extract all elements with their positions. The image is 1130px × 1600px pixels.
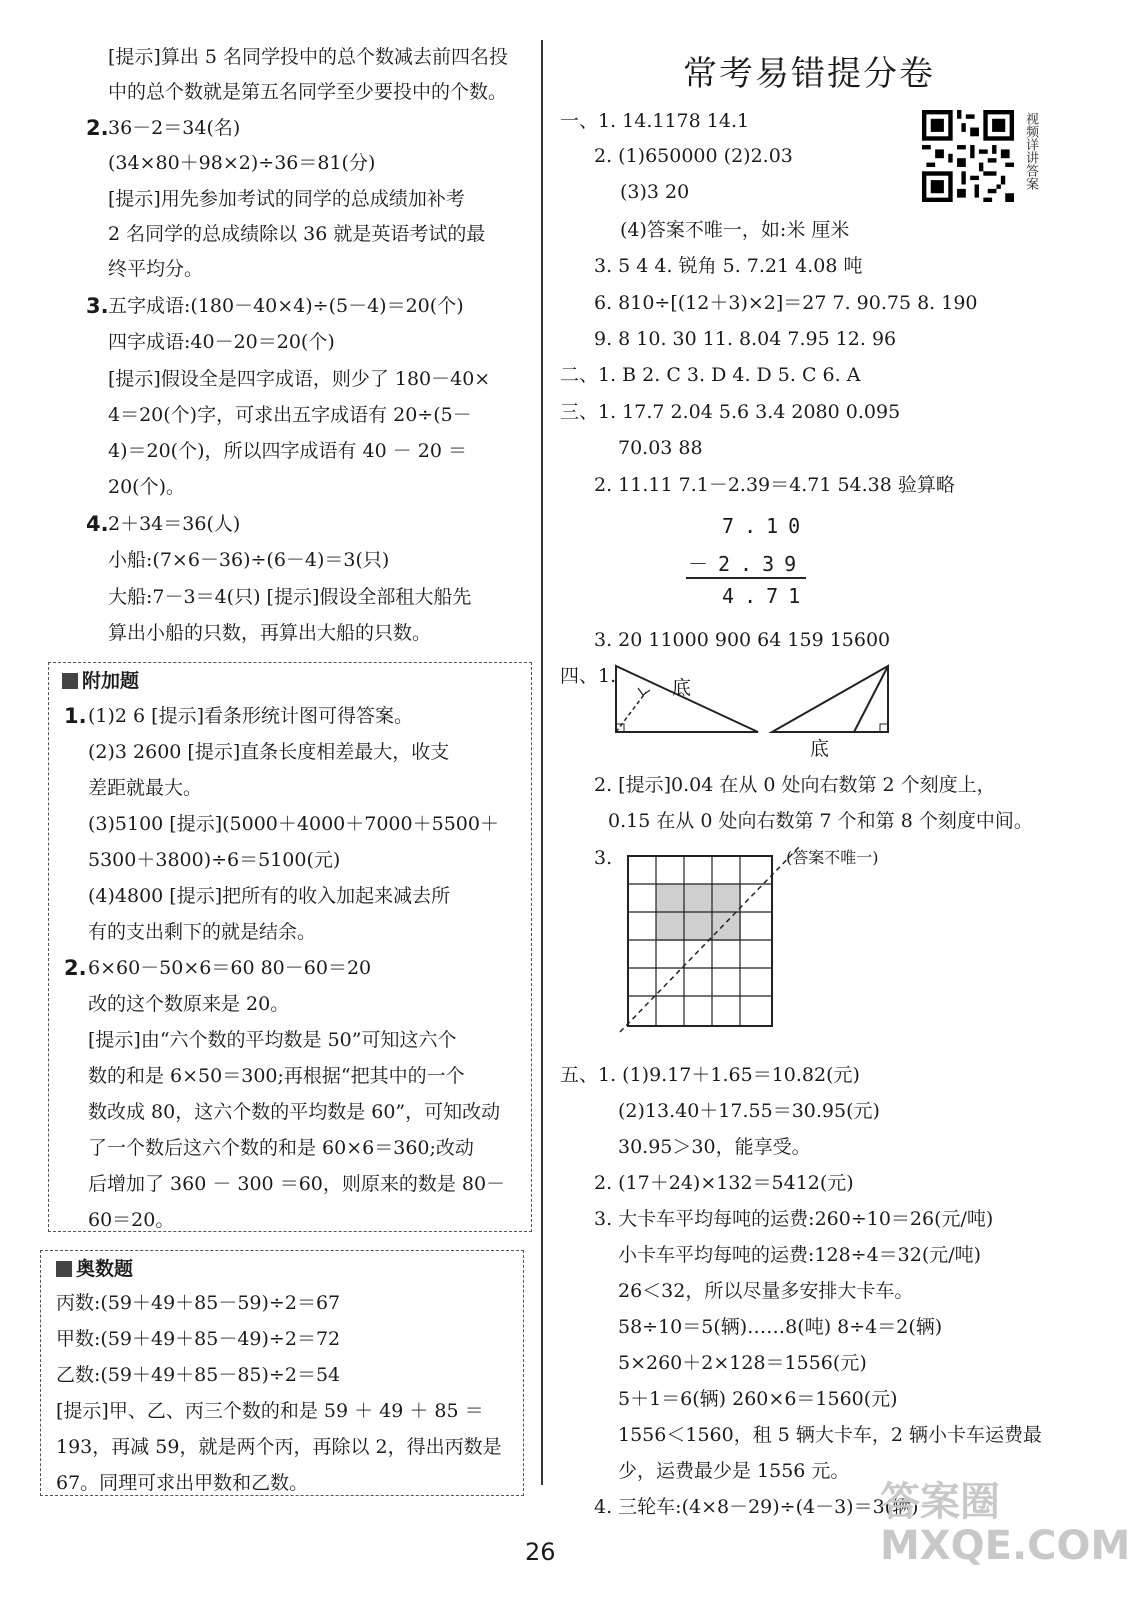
answer-line: 大船:7－3＝4(只) [提示]假设全部租大船先 xyxy=(108,586,472,608)
answer-line: 1556＜1560，租 5 辆大卡车，2 辆小卡车运费最 xyxy=(618,1424,1043,1446)
qr-caption: 视频详讲答案 xyxy=(1023,112,1038,190)
hint-line: [提示]由“六个数的平均数是 50”可知这六个 xyxy=(88,1029,457,1051)
hint-line: 了一个数后这六个数的和是 60×6＝360;改动 xyxy=(88,1137,474,1159)
answer-line: 3. 大卡车平均每吨的运费:260÷10＝26(元/吨) xyxy=(594,1208,994,1230)
vertical-calc-line: －2.39 xyxy=(688,552,807,576)
triangle-label: 底 xyxy=(810,738,830,760)
answer-line: 70.03 88 xyxy=(618,437,703,459)
question-number: 3. xyxy=(86,294,109,318)
answer-line: 小卡车平均每吨的运费:128÷4＝32(元/吨) xyxy=(618,1244,982,1266)
answer-line: 30.95＞30，能享受。 xyxy=(618,1136,811,1158)
answer-line: 有的支出剩下的就是结余。 xyxy=(88,921,317,943)
answer-line: 2. [提示]0.04 在从 0 处向右数第 2 个刻度上， xyxy=(594,774,996,796)
watermark: 答案圈 MXQE.COM xyxy=(880,1479,1130,1569)
answer-line: 4. 三轮车:(4×8－29)÷(4－3)＝3(辆) xyxy=(594,1496,919,1518)
answer-line: (4)4800 [提示]把所有的收入加起来减去所 xyxy=(88,885,451,907)
answer-line: 丙数:(59＋49＋85－59)÷2＝67 xyxy=(56,1292,341,1314)
answer-line: (34×80＋98×2)÷36＝81(分) xyxy=(108,152,376,174)
question-number: 3. xyxy=(594,847,613,869)
question-number: 四、1. xyxy=(560,665,617,687)
hint-line: 67。同理可求出甲数和乙数。 xyxy=(56,1472,309,1494)
answer-line: 5300＋3800)÷6＝5100(元) xyxy=(88,849,341,871)
answer-line: 四字成语:40－20＝20(个) xyxy=(108,331,335,353)
vertical-calc-line: 7.10 xyxy=(700,514,811,538)
answer-line: 小船:(7×6－36)÷(6－4)＝3(只) xyxy=(108,549,390,571)
question-number: 4. xyxy=(86,512,109,536)
hint-line: 4)＝20(个)，所以四字成语有 40 － 20 ＝ xyxy=(108,440,468,462)
hint-line: 数改成 80，这六个数的平均数是 60”，可知改动 xyxy=(88,1101,501,1123)
hint-line: [提示]假设全是四字成语，则少了 180－40× xyxy=(108,368,491,390)
calc-rule xyxy=(686,577,806,579)
answer-line: 58÷10＝5(辆)……8(吨) 8÷4＝2(辆) xyxy=(618,1316,943,1338)
question-number: 1. xyxy=(64,704,87,728)
hint-line: 60＝20。 xyxy=(88,1209,175,1231)
answer-line: 26＜32，所以尽量多安排大卡车。 xyxy=(618,1280,914,1302)
answer-line: 改的这个数原来是 20。 xyxy=(88,993,290,1015)
answer-line: (2)13.40＋17.55＝30.95(元) xyxy=(618,1100,880,1122)
question-number: 2. xyxy=(64,956,87,980)
answer-line: 6. 810÷[(12＋3)×2]＝27 7. 90.75 8. 190 xyxy=(594,292,978,314)
answer-line: 一、1. 14.1178 14.1 xyxy=(560,110,750,132)
answer-line: 五、1. (1)9.17＋1.65＝10.82(元) xyxy=(560,1064,860,1086)
hint-line: 终平均分。 xyxy=(108,258,204,280)
answer-line: (3)5100 [提示](5000＋4000＋7000＋5500＋ xyxy=(88,813,499,835)
answer-line: 2. 11.11 7.1－2.39＝4.71 54.38 验算略 xyxy=(594,474,955,496)
answer-line: 少，运费最少是 1556 元。 xyxy=(618,1460,850,1482)
page-number: 26 xyxy=(525,1538,556,1566)
hint-line: 4＝20(个)字，可求出五字成语有 20÷(5－ xyxy=(108,404,472,426)
answer-line: 五字成语:(180－40×4)÷(5－4)＝20(个) xyxy=(108,295,464,317)
hint-line: [提示]算出 5 名同学投中的总个数减去前四名投 xyxy=(108,46,508,68)
answer-line: 9. 8 10. 30 11. 8.04 7.95 12. 96 xyxy=(594,328,897,350)
question-number: 2. xyxy=(86,116,109,140)
answer-line: 36－2＝34(名) xyxy=(108,117,241,139)
answer-line: 6×60－50×6＝60 80－60＝20 xyxy=(88,957,372,979)
hint-line: 数的和是 6×50＝300;再根据“把其中的一个 xyxy=(88,1065,465,1087)
answer-line: 3. 5 4 4. 锐角 5. 7.21 4.08 吨 xyxy=(594,255,863,277)
section-marker-icon xyxy=(62,673,78,689)
hint-line: 算出小船的只数，再算出大船的只数。 xyxy=(108,622,432,644)
answer-line: (3)3 20 xyxy=(620,181,690,203)
answer-line: 乙数:(59＋49＋85－85)÷2＝54 xyxy=(56,1364,341,1386)
answer-line: (2)3 2600 [提示]直条长度相差最大，收支 xyxy=(88,741,450,763)
answer-line: 5＋1＝6(辆) 260×6＝1560(元) xyxy=(618,1388,898,1410)
column-divider xyxy=(541,40,543,1485)
answer-line: 甲数:(59＋49＋85－49)÷2＝72 xyxy=(56,1328,341,1350)
grid-symmetry-diagram xyxy=(620,846,820,1036)
hint-line: [提示]甲、乙、丙三个数的和是 59 ＋ 49 ＋ 85 ＝ xyxy=(56,1400,484,1422)
qr-code-icon xyxy=(922,110,1014,202)
bonus-section-title: 附加题 xyxy=(62,666,139,693)
section-marker-icon xyxy=(56,1261,72,1277)
answer-line: 二、1. B 2. C 3. D 4. D 5. C 6. A xyxy=(560,364,861,386)
answer-line: 2. (17＋24)×132＝5412(元) xyxy=(594,1172,854,1194)
triangle-height-diagram xyxy=(606,662,896,762)
answer-line: 0.15 在从 0 处向右数第 7 个和第 8 个刻度中间。 xyxy=(608,810,1033,832)
answer-line: (1)2 6 [提示]看条形统计图可得答案。 xyxy=(88,705,413,727)
hint-line: 20(个)。 xyxy=(108,476,186,498)
answer-line: 差距就最大。 xyxy=(88,777,203,799)
hint-line: 后增加了 360 － 300 ＝60，则原来的数是 80－ xyxy=(88,1173,506,1195)
page-title: 常考易错提分卷 xyxy=(683,54,935,94)
olympiad-section-title: 奥数题 xyxy=(56,1254,133,1281)
answer-line: 三、1. 17.7 2.04 5.6 3.4 2080 0.095 xyxy=(560,401,901,423)
vertical-calc-line: 4.71 xyxy=(700,584,811,608)
grid-note: (答案不唯一) xyxy=(786,848,879,867)
answer-line: (4)答案不唯一，如:米 厘米 xyxy=(620,219,850,241)
answer-line: 2. (1)650000 (2)2.03 xyxy=(594,145,793,167)
hint-line: [提示]用先参加考试的同学的总成绩加补考 xyxy=(108,188,465,210)
hint-line: 193，再减 59，就是两个丙，再除以 2，得出丙数是 xyxy=(56,1436,502,1458)
answer-line: 2＋34＝36(人) xyxy=(108,513,241,535)
hint-line: 中的总个数就是第五名同学至少要投中的个数。 xyxy=(108,81,508,103)
triangle-label: 底 xyxy=(672,677,692,699)
answer-line: 5×260＋2×128＝1556(元) xyxy=(618,1352,867,1374)
hint-line: 2 名同学的总成绩除以 36 就是英语考试的最 xyxy=(108,223,486,245)
answer-line: 3. 20 11000 900 64 159 15600 xyxy=(594,629,891,651)
